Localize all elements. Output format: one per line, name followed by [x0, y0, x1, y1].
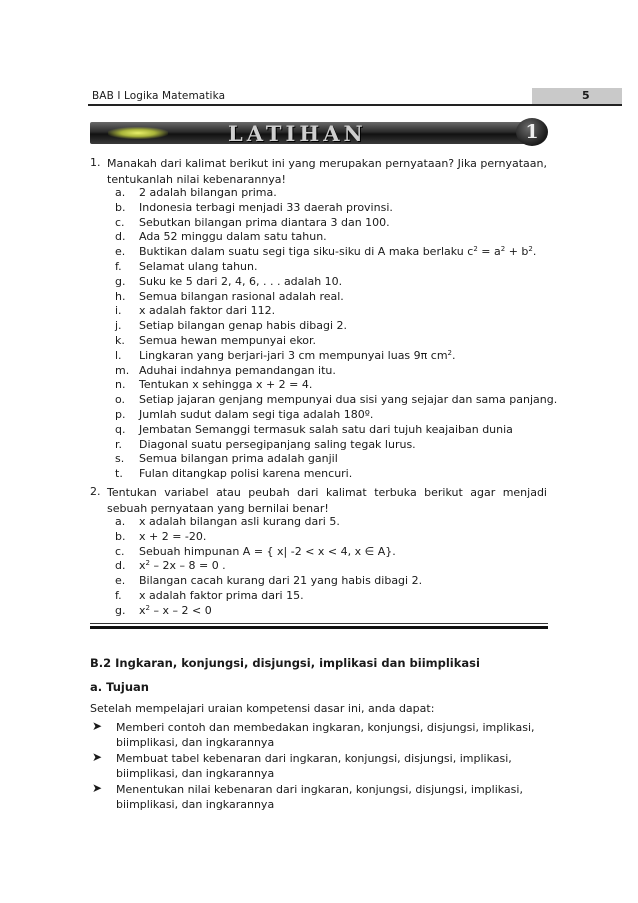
item-text: Diagonal suatu persegipanjang saling tegak lurus. — [139, 437, 416, 451]
item-label: c. — [115, 544, 125, 558]
item-text: Aduhai indahnya pemandangan itu. — [139, 363, 336, 377]
item-text: x + 2 = -20. — [139, 529, 207, 543]
item-label: t. — [115, 467, 123, 481]
banner-number-badge: 1 — [516, 118, 548, 146]
item-label: k. — [115, 334, 125, 347]
item-text: Ada 52 minggu dalam satu tahun. — [139, 230, 327, 244]
item-label: d. — [115, 559, 126, 573]
arrow-bullet-icon: ➤ — [92, 750, 103, 764]
item-text: Setiap bilangan genap habis dibagi 2. — [139, 319, 348, 333]
section-title: B.2 Ingkaran, konjungsi, disjungsi, implikasi dan biimplikasi — [90, 656, 480, 670]
item-text: Setiap jajaran genjang mempunyai dua sisi yang sejajar dan sama panjang. — [139, 393, 558, 407]
item-label: l. — [115, 348, 122, 362]
question-1-text: Manakah dari kalimat berikut ini yang merupakan pernyataan? Jika pernyataan, tentukanlah nilai kebenarannya! — [107, 157, 547, 186]
item-label: e. — [115, 245, 126, 259]
item-label: j. — [115, 319, 122, 333]
arrow-bullet-icon: ➤ — [92, 781, 103, 795]
item-label: n. — [115, 378, 126, 392]
header-rule — [88, 104, 622, 106]
item-text: 2 adalah bilangan prima. — [139, 186, 277, 199]
item-label: e. — [115, 574, 126, 588]
latihan-banner — [90, 118, 548, 146]
item-label: f. — [115, 589, 122, 602]
separator-thick — [90, 626, 548, 629]
item-text: Selamat ulang tahun. — [139, 260, 258, 273]
item-text: $x^2 - 2x - 8 = 0$ . — [139, 559, 226, 573]
section-intro: Setelah mempelajari uraian kompetensi dasar ini, anda dapat: — [90, 702, 435, 715]
arrow-bullet-icon: ➤ — [92, 719, 103, 733]
item-text: Suku ke 5 dari 2, 4, 6, . . . adalah 10. — [139, 274, 343, 288]
item-label: o. — [115, 393, 126, 407]
item-label: g. — [115, 603, 126, 617]
item-text: x adalah bilangan asli kurang dari 5. — [139, 515, 340, 528]
question-2-text: Tentukan variabel atau peubah dari kalimat terbuka berikut agar menjadi sebuah pernyataan yang bernilai benar! — [107, 486, 547, 515]
item-label: a. — [115, 515, 126, 528]
item-label: h. — [115, 289, 126, 303]
item-text: Indonesia terbagi menjadi 33 daerah provinsi. — [139, 200, 393, 214]
item-label: s. — [115, 452, 125, 466]
page-header — [88, 88, 622, 104]
item-text: Semua bilangan prima adalah ganjil — [139, 452, 338, 466]
item-label: i. — [115, 304, 122, 318]
page-number: 5 — [582, 89, 590, 102]
item-text: Jembatan Semanggi termasuk salah satu dari tujuh keajaiban dunia — [139, 422, 513, 436]
objective-text: Menentukan nilai kebenaran dari ingkaran, konjungsi, disjungsi, implikasi, biimplikasi, dan ingkarannya — [116, 783, 523, 811]
item-label: a. — [115, 186, 126, 199]
item-label: c. — [115, 215, 125, 229]
separator-thin — [90, 623, 548, 624]
banner-glow-icon — [108, 127, 168, 139]
question-2-number: 2. — [90, 485, 101, 498]
objective-text: Memberi contoh dan membedakan ingkaran, konjungsi, disjungsi, implikasi, biimplikasi, dan ingkarannya — [116, 721, 535, 749]
item-label: p. — [115, 408, 126, 421]
section-subtitle: a. Tujuan — [90, 680, 149, 694]
item-text: Semua bilangan rasional adalah real. — [139, 289, 344, 303]
page-number-box — [532, 88, 622, 104]
item-label: m. — [115, 363, 130, 377]
item-text: Jumlah sudut dalam segi tiga adalah 180º. — [139, 408, 374, 421]
item-label: b. — [115, 200, 126, 214]
item-label: r. — [115, 437, 123, 451]
item-label: b. — [115, 529, 126, 543]
item-text: Fulan ditangkap polisi karena mencuri. — [139, 467, 353, 481]
item-text: Sebuah himpunan A = { x| -2 < x < 4, x ∈ A}. — [139, 544, 396, 558]
banner-label: LATIHAN — [228, 121, 367, 146]
item-label: g. — [115, 274, 126, 288]
item-text: Tentukan x sehingga x + 2 = 4. — [139, 378, 313, 392]
item-text: Bilangan cacah kurang dari 21 yang habis dibagi 2. — [139, 574, 423, 588]
item-text: x adalah faktor prima dari 15. — [139, 589, 304, 602]
item-label: d. — [115, 230, 126, 244]
item-text: Buktikan dalam suatu segi tiga siku-siku di A maka berlaku $c^2 = a^2 + b^2$. — [139, 245, 537, 259]
item-text: $x^2 - x - 2 < 0$ — [139, 603, 212, 617]
item-label: f. — [115, 260, 122, 273]
question-1-number: 1. — [90, 156, 101, 169]
item-text: Semua hewan mempunyai ekor. — [139, 334, 317, 347]
item-text: Lingkaran yang berjari-jari 3 cm mempunyai luas 9π $cm^2$. — [139, 348, 456, 362]
objective-text: Membuat tabel kebenaran dari ingkaran, konjungsi, disjungsi, implikasi, biimplikasi, dan ingkarannya — [116, 752, 512, 780]
item-text: x adalah faktor dari 112. — [139, 304, 276, 318]
item-label: q. — [115, 422, 126, 436]
item-text: Sebutkan bilangan prima diantara 3 dan 100. — [139, 215, 390, 229]
chapter-title: BAB I Logika Matematika — [92, 90, 226, 102]
